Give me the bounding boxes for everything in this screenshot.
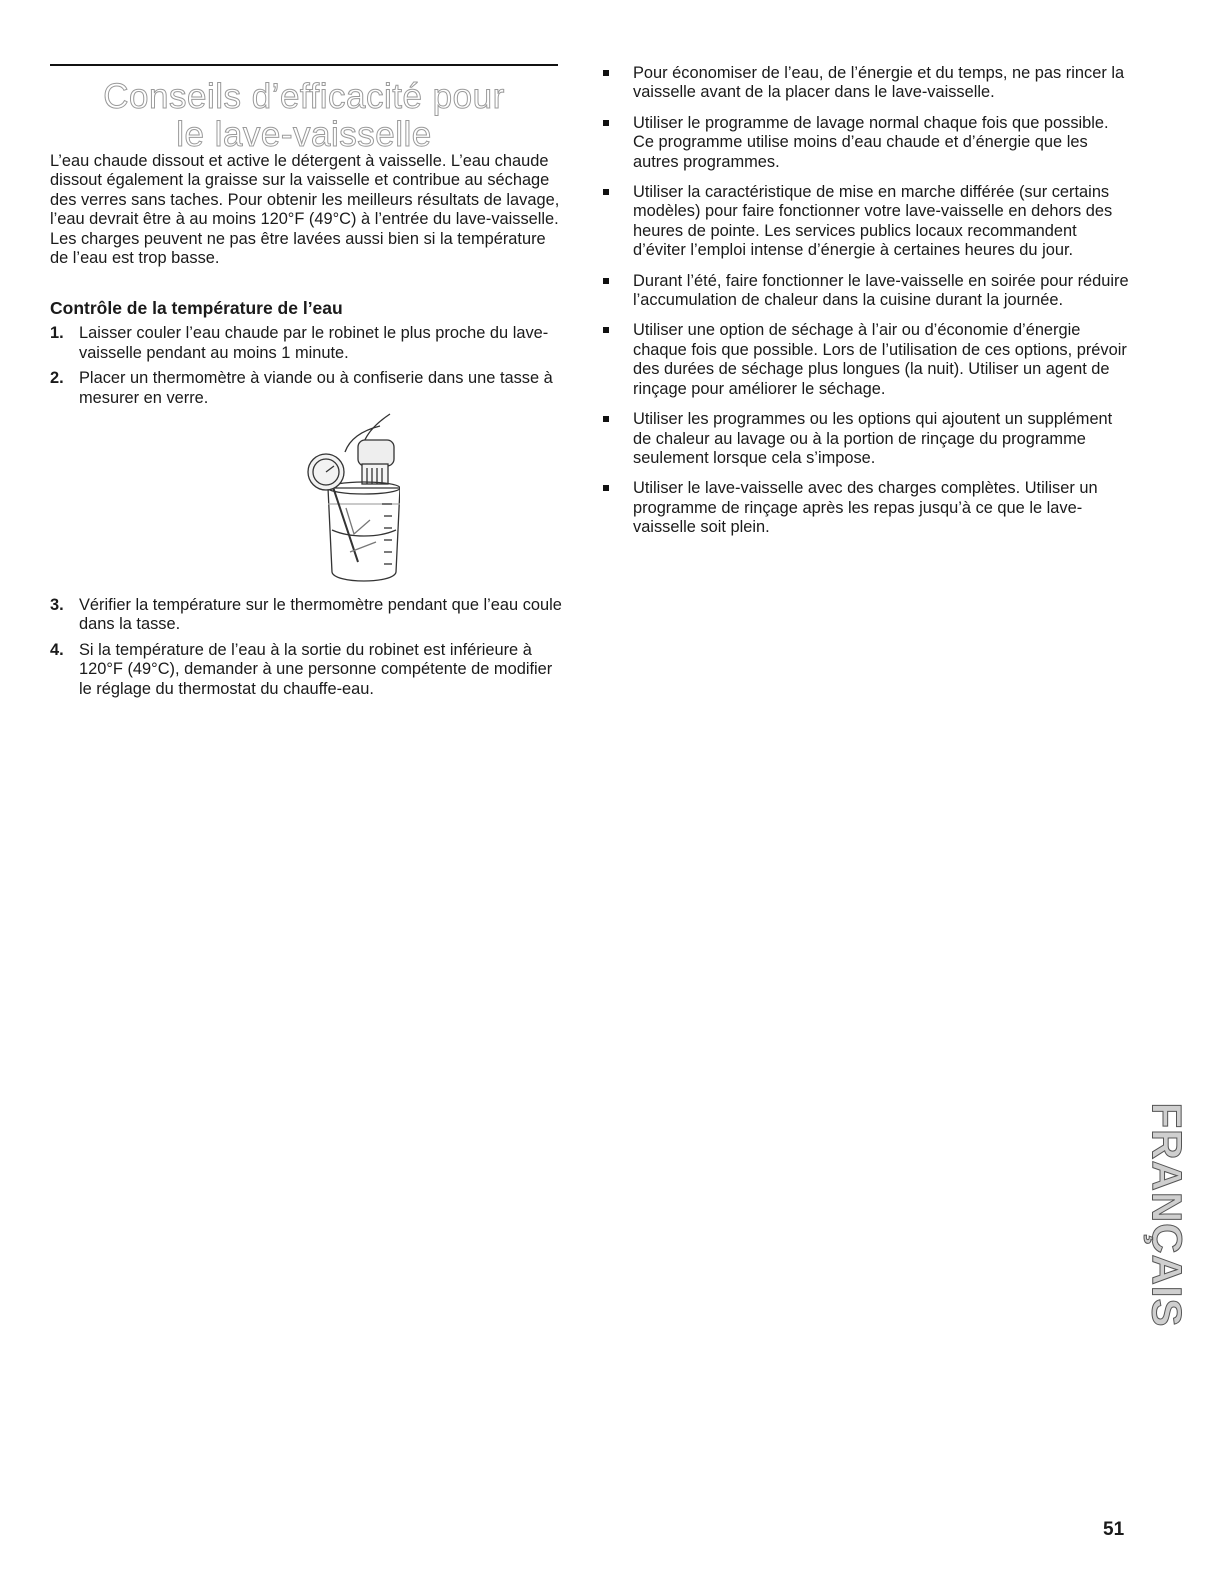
- steps-list-continued: [50, 596, 565, 699]
- steps-list: [50, 324, 565, 408]
- bullet-icon: [603, 416, 609, 422]
- page-number: 51: [1103, 1519, 1125, 1540]
- step-number: 3.: [50, 596, 64, 615]
- faucet-cup-thermometer-icon: [250, 412, 400, 588]
- bullet-icon: [603, 70, 609, 76]
- bullet-icon: [603, 485, 609, 491]
- bullet-icon: [603, 278, 609, 284]
- tip-item: [600, 64, 1130, 103]
- bullet-icon: [603, 120, 609, 126]
- tip-text: Utiliser le lave-vaisselle avec des charges complètes. Utiliser un programme de rinçage après les repas jusqu’à ce que le lave-vaisselle soit plein.: [633, 479, 1098, 537]
- tip-item: [600, 479, 1130, 537]
- step-text: Vérifier la température sur le thermomètre pendant que l’eau coule dans la tasse.: [79, 596, 562, 634]
- efficiency-tips-list: [600, 64, 1130, 538]
- tip-item: [600, 114, 1130, 172]
- tip-text: Utiliser la caractéristique de mise en marche différée (sur certains modèles) pour faire fonctionner votre lave-vaisselle en dehors des heures de pointe. Les services publics locaux recommandent d’éviter l’emploi intense d’énergie à certaines heures du jour.: [633, 183, 1113, 260]
- right-column: [600, 64, 1130, 549]
- tip-text: Utiliser une option de séchage à l’air ou d’économie d’énergie chaque fois que possible. Lors de l’utilisation de ces options, prévoir des durées de séchage plus longues (la nuit). Utiliser un agent de rinçage pour améliorer le séchage.: [633, 321, 1127, 398]
- intro-paragraph: L’eau chaude dissout et active le détergent à vaisselle. L’eau chaude dissout également la graisse sur la vaisselle et contribue au séchage des verres sans taches. Pour obtenir les meilleurs résultats de lavage, l’eau devrait être à au moins 120°F (49°C) à l’entrée du lave-vaisselle. Les charges peuvent ne pas être lavées aussi bien si la température de l’eau est trop basse.: [50, 152, 560, 268]
- section-subheading: Contrôle de la température de l’eau: [50, 298, 343, 319]
- step-item: [50, 324, 565, 363]
- tip-item: [600, 410, 1130, 468]
- page-title-line-2: le lave-vaisselle: [176, 115, 432, 154]
- step-number: 1.: [50, 324, 64, 343]
- tip-text: Durant l’été, faire fonctionner le lave-vaisselle en soirée pour réduire l’accumulation de chaleur dans la cuisine durant la journée.: [633, 271, 1129, 310]
- step-number: 2.: [50, 369, 64, 388]
- step-text: Placer un thermomètre à viande ou à confiserie dans une tasse à mesurer en verre.: [79, 369, 553, 407]
- language-side-tab-label: FRANÇAIS: [1143, 1102, 1190, 1328]
- step-text: Laisser couler l’eau chaude par le robinet le plus proche du lave-vaisselle pendant au moins 1 minute.: [79, 324, 549, 362]
- page-title: [50, 78, 558, 154]
- step-item: [50, 641, 565, 699]
- tip-text: Utiliser le programme de lavage normal chaque fois que possible. Ce programme utilise moins d’eau chaude et d’énergie que les autres programmes.: [633, 113, 1109, 171]
- bullet-icon: [603, 189, 609, 195]
- tip-item: [600, 183, 1130, 261]
- step-text: Si la température de l’eau à la sortie du robinet est inférieure à 120°F (49°C), demander à une personne compétente de modifier le réglage du thermostat du chauffe-eau.: [79, 640, 553, 698]
- language-side-tab: [1143, 1085, 1190, 1345]
- measuring-cup-illustration: [50, 412, 565, 590]
- page-title-line-1: Conseils d’efficacité pour: [103, 77, 505, 116]
- step-item: [50, 596, 565, 635]
- heading-rule: [50, 64, 558, 66]
- bullet-icon: [603, 327, 609, 333]
- tip-text: Utiliser les programmes ou les options qui ajoutent un supplément de chaleur au lavage ou à la portion de rinçage du programme seulement lorsque cela s’impose.: [633, 410, 1113, 467]
- tip-text: Pour économiser de l’eau, de l’énergie et du temps, ne pas rincer la vaisselle avant de la placer dans le lave-vaisselle.: [633, 64, 1125, 102]
- step-item: [50, 369, 565, 408]
- step-number: 4.: [50, 640, 64, 659]
- tip-item: [600, 321, 1130, 399]
- left-column: [50, 152, 565, 699]
- tip-item: [600, 272, 1130, 311]
